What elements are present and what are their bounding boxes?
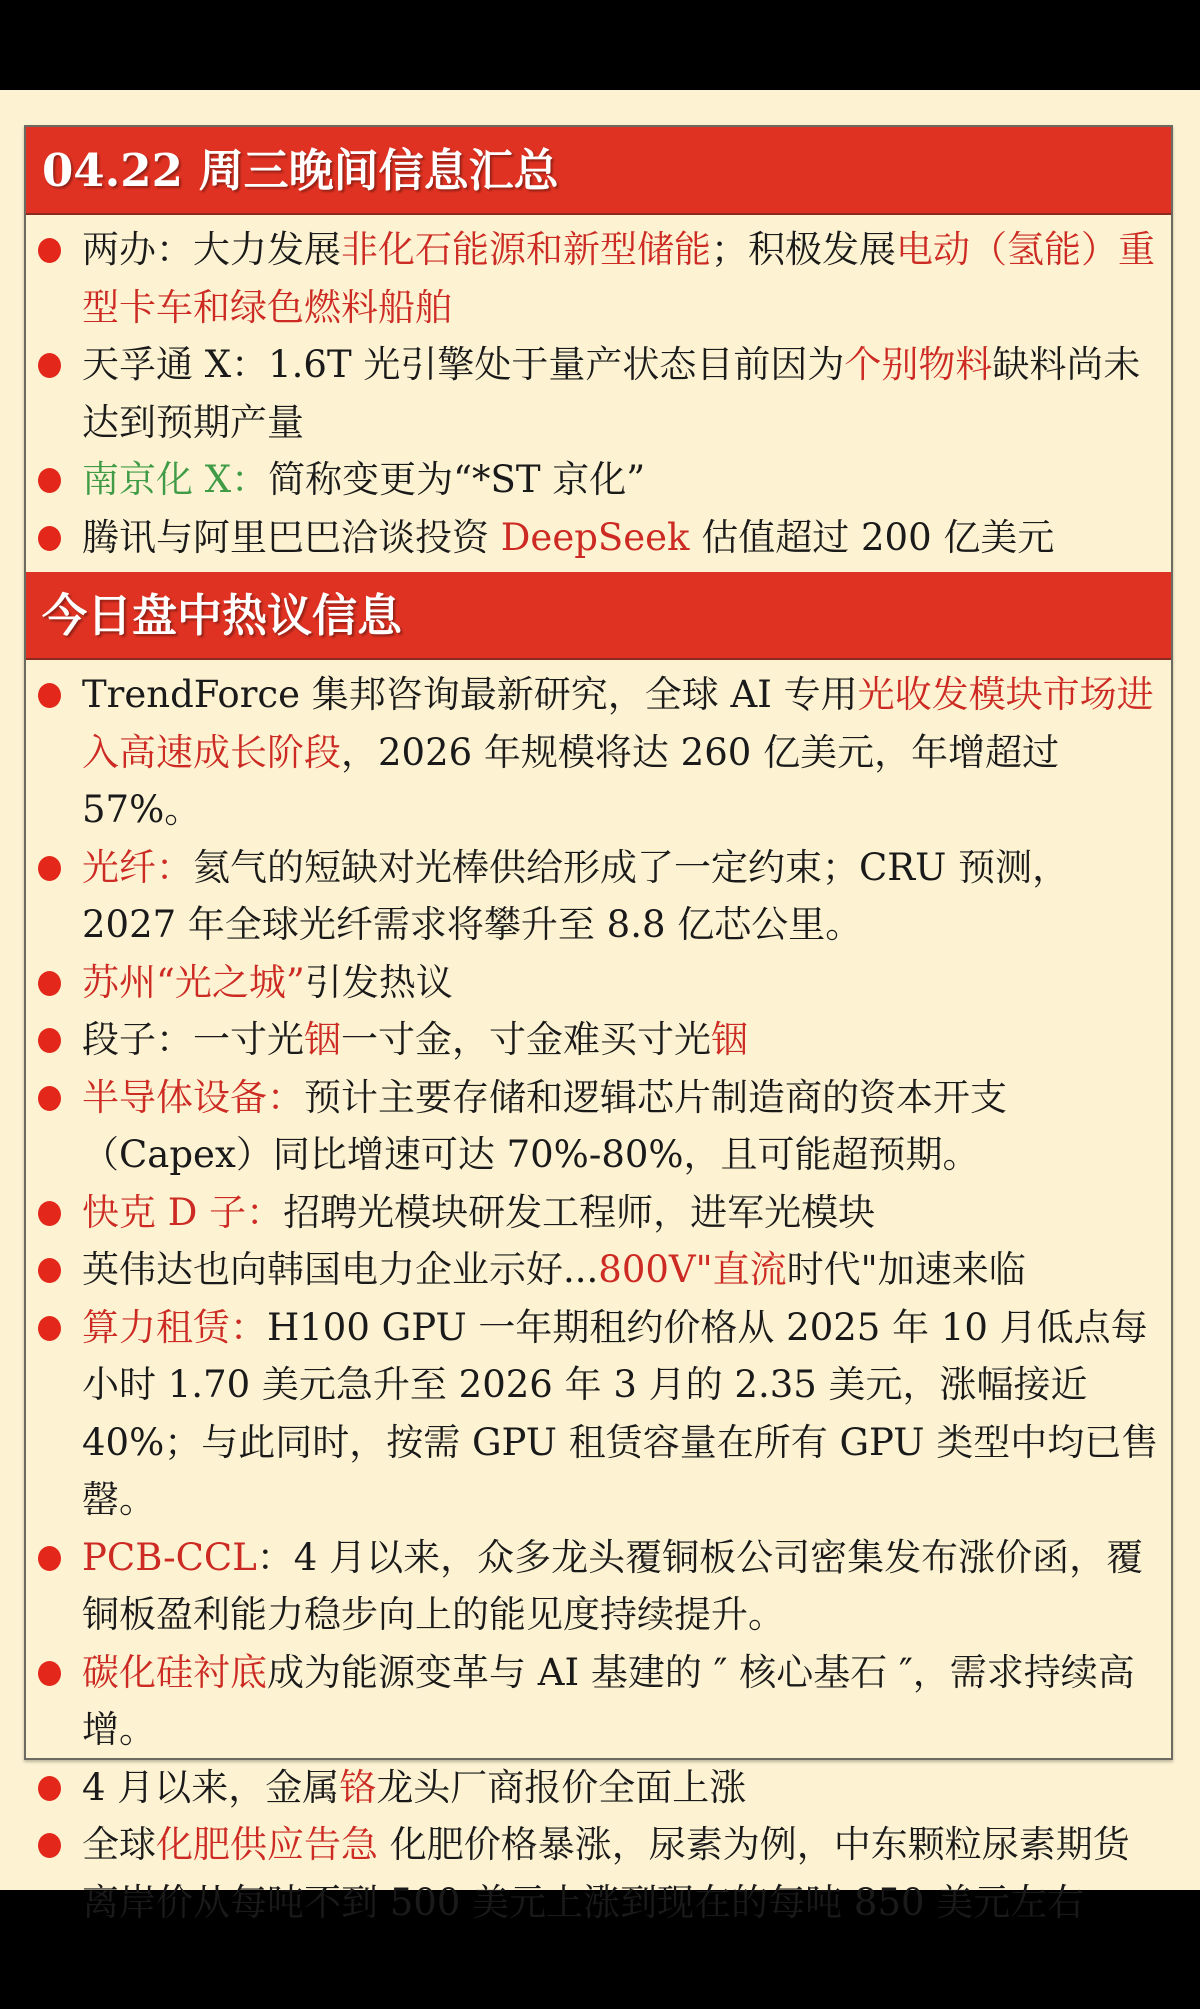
news-highlight: 光收发模块市场进入高速成长阶段 xyxy=(82,673,1154,774)
news-highlight: 碳化硅衬底 xyxy=(82,1650,267,1694)
red-dot-bullet-icon xyxy=(38,468,61,493)
news-text: 时代"加速来临 xyxy=(786,1248,1026,1291)
news-text: 段子：一寸光 xyxy=(82,1018,304,1061)
news-highlight: 铟 xyxy=(711,1018,748,1061)
news-item xyxy=(26,839,1171,954)
news-highlight: 铬 xyxy=(339,1765,377,1809)
news-text: ：4 月以来，众多龙头覆铜板公司密集发布涨价函，覆铜板盈利能力稳步向上的能见度持续提升。 xyxy=(82,1535,1144,1636)
news-highlight: DeepSeek xyxy=(500,515,690,559)
news-item xyxy=(26,1241,1171,1299)
news-list xyxy=(26,660,1171,1937)
news-list xyxy=(26,215,1171,572)
red-dot-bullet-icon xyxy=(38,526,61,551)
news-text: ，2026 年规模将达 260 亿美元，年增超过 57%。 xyxy=(82,730,1060,831)
red-dot-bullet-icon xyxy=(38,1201,61,1226)
news-item xyxy=(26,1184,1171,1242)
news-text: H100 GPU 一年期租约价格从 2025 年 10 月低点每小时 1.70 美元急升至 2026 年 3 月的 2.35 美元，涨幅接近 40%；与此同时，按需 GPU 租赁容量在所有 GPU 类型中均已售罄。 xyxy=(82,1305,1159,1521)
red-dot-bullet-icon xyxy=(38,1316,61,1341)
news-text: 全球 xyxy=(82,1823,156,1866)
news-item xyxy=(26,509,1171,567)
news-highlight: 南京化 X： xyxy=(82,458,269,501)
news-item xyxy=(26,1644,1171,1759)
news-text: 氦气的短缺对光棒供给形成了一定约束；CRU 预测，2027 年全球光纤需求将攀升至 8.8 亿芯公里。 xyxy=(82,845,1070,946)
page-background xyxy=(0,90,1200,1924)
red-dot-bullet-icon xyxy=(38,1546,61,1571)
news-text: 引发热议 xyxy=(304,960,453,1004)
news-item xyxy=(26,221,1171,336)
news-highlight: 苏州“光之城” xyxy=(82,960,305,1004)
news-item xyxy=(26,666,1171,839)
intraday-hot-topics-header: 今日盘中热议信息 xyxy=(26,572,1171,660)
news-item xyxy=(26,1759,1171,1817)
news-item xyxy=(26,1011,1171,1069)
news-text: ；积极发展 xyxy=(711,228,896,271)
red-dot-bullet-icon xyxy=(38,353,61,378)
news-highlight: 电动（氢能）重型卡车和绿色燃料船舶 xyxy=(82,228,1155,329)
red-dot-bullet-icon xyxy=(38,971,61,996)
news-text: TrendForce 集邦咨询最新研究，全球 AI 专用 xyxy=(82,673,858,716)
red-dot-bullet-icon xyxy=(38,1661,61,1686)
news-text: 一寸金，寸金难买寸光 xyxy=(341,1018,711,1061)
red-dot-bullet-icon xyxy=(38,1833,61,1858)
news-text: 4 月以来，金属 xyxy=(82,1765,340,1809)
red-dot-bullet-icon xyxy=(38,1258,61,1283)
news-item xyxy=(26,1529,1171,1644)
news-text: 成为能源变革与 AI 基建的 ″ 核心基石 ″，需求持续高增。 xyxy=(82,1650,1135,1751)
news-text: 英伟达也向韩国电力企业示好... xyxy=(82,1248,599,1291)
news-highlight: 光纤： xyxy=(82,845,193,889)
news-highlight: 半导体设备： xyxy=(82,1075,304,1119)
red-dot-bullet-icon xyxy=(38,1028,61,1053)
news-item xyxy=(26,1069,1171,1184)
red-dot-bullet-icon xyxy=(38,1776,61,1801)
news-text: 腾讯与阿里巴巴洽谈投资 xyxy=(82,515,501,559)
evening-summary-header: 04.22 周三晚间信息汇总 xyxy=(26,127,1171,215)
news-text: 缺料尚未达到预期产量 xyxy=(82,343,1141,444)
news-summary-card xyxy=(24,125,1173,1924)
news-text: 估值超过 200 亿美元 xyxy=(689,515,1055,559)
red-dot-bullet-icon xyxy=(38,1086,61,1111)
news-text: 预计主要存储和逻辑芯片制造商的资本开支（Capex）同比增速可达 70%-80%，且可能超预期。 xyxy=(82,1075,1007,1176)
news-highlight: 铟 xyxy=(304,1018,341,1061)
news-item xyxy=(26,451,1171,509)
news-item xyxy=(26,336,1171,451)
news-item xyxy=(26,1816,1171,1931)
news-text: 简称变更为“*ST 京化” xyxy=(268,458,646,501)
red-dot-bullet-icon xyxy=(38,856,61,881)
news-text: 化肥价格暴涨，尿素为例，中东颗粒尿素期货离岸价从每吨不到 500 美元上涨到现在的每吨 850 美元左右 xyxy=(82,1823,1130,1924)
red-dot-bullet-icon xyxy=(38,683,61,708)
news-item xyxy=(26,954,1171,1012)
news-text: 天孚通 X：1.6T 光引擎处于量产状态目前因为 xyxy=(82,343,845,386)
news-highlight: 800V"直流 xyxy=(598,1248,787,1291)
red-dot-bullet-icon xyxy=(38,238,61,263)
news-item xyxy=(26,1299,1171,1529)
news-text: 两办：大力发展 xyxy=(82,228,341,271)
news-highlight: PCB-CCL xyxy=(82,1535,257,1579)
news-highlight: 算力租赁： xyxy=(82,1305,267,1349)
news-highlight: 个别物料 xyxy=(844,343,993,386)
news-highlight: 非化石能源和新型储能 xyxy=(341,228,711,271)
news-highlight: 快克 D 子： xyxy=(82,1190,284,1234)
news-text: 招聘光模块研发工程师，进军光模块 xyxy=(283,1190,876,1234)
news-highlight: 化肥供应告急 xyxy=(156,1823,378,1866)
news-text: 龙头厂商报价全面上涨 xyxy=(376,1765,747,1809)
